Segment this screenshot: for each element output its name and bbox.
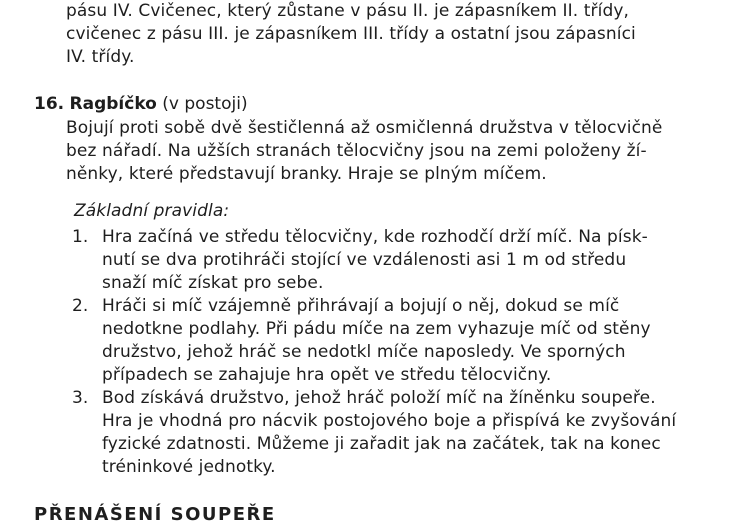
game-subtitle: (v postoji) bbox=[162, 94, 248, 114]
rule-2-number: 2. bbox=[72, 296, 89, 316]
rule-2-line-3: družstvo, jehož hráč se nedotkl míče naposledy. Ve sporných bbox=[102, 342, 626, 362]
rule-2-line-1: Hráči si míč vzájemně přihrávají a bojují o něj, dokud se míč bbox=[102, 296, 620, 316]
game-heading bbox=[34, 93, 248, 115]
rules-heading: Základní pravidla: bbox=[74, 201, 230, 221]
rule-1-line-1: Hra začíná ve středu tělocvičny, kde rozhodčí drží míč. Na písk- bbox=[102, 227, 648, 247]
next-section-heading: PŘENÁŠENÍ SOUPEŘE bbox=[34, 504, 276, 525]
game-number: 16. bbox=[34, 94, 65, 114]
rule-1-number: 1. bbox=[72, 227, 89, 247]
rule-3-number: 3. bbox=[72, 388, 89, 408]
rule-3-line-4: tréninkové jednotky. bbox=[102, 457, 276, 477]
rule-3-line-1: Bod získává družstvo, jehož hráč položí míč na žíněnku soupeře. bbox=[102, 388, 656, 408]
rule-1-line-3: snaží míč získat pro sebe. bbox=[102, 273, 324, 293]
rule-3-line-2: Hra je vhodná pro nácvik postojového boje a přispívá ke zvyšování bbox=[102, 411, 677, 431]
rule-1-line-2: nutí se dva protihráči stojící ve vzdálenosti asi 1 m od středu bbox=[102, 250, 627, 270]
intro-line-2: cvičenec z pásu III. je zápasníkem III. třídy a ostatní jsou zápasníci bbox=[66, 24, 636, 44]
description-line-3: něnky, které představují branky. Hraje se plným míčem. bbox=[66, 164, 547, 184]
description-line-1: Bojují proti sobě dvě šestičlenná až osmičlenná družstva v tělocvičně bbox=[66, 118, 663, 138]
intro-line-3: IV. třídy. bbox=[66, 47, 135, 67]
rule-2-line-4: případech se zahajuje hra opět ve středu tělocvičny. bbox=[102, 365, 552, 385]
intro-line-1: pásu IV. Cvičenec, který zůstane v pásu II. je zápasníkem II. třídy, bbox=[66, 1, 630, 21]
rule-2-line-2: nedotkne podlahy. Při pádu míče na zem vyhazuje míč od stěny bbox=[102, 319, 651, 339]
description-line-2: bez nářadí. Na užších stranách tělocvičny jsou na zemi položeny ží- bbox=[66, 141, 647, 161]
game-title: Ragbíčko bbox=[69, 94, 157, 114]
rule-3-line-3: fyzické zdatnosti. Můžeme ji zařadit jak na začátek, tak na konec bbox=[102, 434, 661, 454]
